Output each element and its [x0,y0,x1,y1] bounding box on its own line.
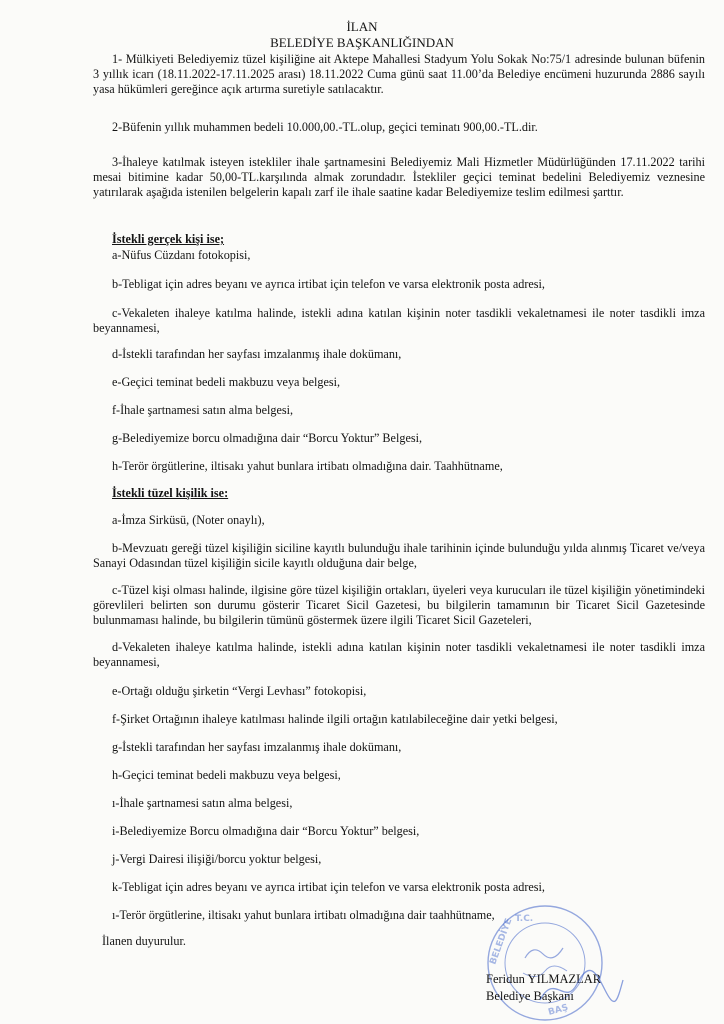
list-item: f-İhale şartnamesi satın alma belgesi, [112,403,294,417]
handwritten-signature-icon [535,962,625,1012]
svg-text:BELEDİYE: BELEDİYE [488,917,515,967]
section-heading-real-person: İstekli gerçek kişi ise; [112,232,225,246]
svg-text:T.C.: T.C. [515,914,534,924]
list-item: d-İstekli tarafından her sayfası imzalanmış ihale dokümanı, [112,347,402,361]
list-item: g-İstekli tarafından her sayfası imzalanmış ihale dokümanı, [112,740,402,754]
list-item: b-Mevzuatı gereği tüzel kişiliğin siciline kayıtlı bulunduğu ihale tarihinin içinde bulunduğu yılda alınmış Ticaret ve/veya Sanayi Odasından tüzel kişiliğin sicile kayıtlı olduğuna dair belge, [93,541,705,570]
list-item: i-Belediyemize Borcu olmadığına dair “Borcu Yoktur” belgesi, [112,824,420,838]
section-heading-legal-entity: İstekli tüzel kişilik ise: [112,486,229,500]
paragraph-3: 3-İhaleye katılmak isteyen istekliler ihale şartnamesini Belediyemiz Mali Hizmetler Müdürlüğünden 17.11.2022 tarihi mesai bitimine kadar 50,00-TL.karşılında almak zorundadır. İstekliler geçici teminat bedelini Belediyemiz veznesine yatırılarak aşağıda istenilen belgelerin kapalı zarf ile ihale saatine kadar Belediyemize teslim edilmesi şarttır. [93,155,705,199]
list-item: c-Tüzel kişi olması halinde, ilgisine göre tüzel kişiliğin ortakları, üyeleri veya kurucuları ile tüzel kişiliğin yönetimindeki görevlileri belirten son durumu gösterir Ticaret Sicil Gazetesi, bu bilgilerin tamamının bir Ticaret Sicil Gazetesinde bulunmaması halinde, bu bilgilerin tümünü göstermek üzere ilgili Ticaret Sicil Gazeteleri, [93,583,705,627]
list-item: g-Belediyemize borcu olmadığına dair “Borcu Yoktur” Belgesi, [112,431,423,445]
list-item: h-Geçici teminat bedeli makbuzu veya belgesi, [112,768,341,782]
list-item: j-Vergi Dairesi ilişiği/borcu yoktur belgesi, [112,852,322,866]
list-item: ı-Terör örgütlerine, iltisakı yahut bunlara irtibatı olmadığına dair taahhütname, [112,908,495,922]
paragraph-2: 2-Büfenin yıllık muhammen bedeli 10.000,00.-TL.olup, geçici teminatı 900,00.-TL.dir. [112,120,538,134]
list-item: c-Vekaleten ihaleye katılma halinde, istekli adına katılan kişinin noter tasdikli vekaletnamesi ile noter tasdikli imza beyannamesi, [93,306,705,335]
list-item: e-Ortağı olduğu şirketin “Vergi Levhası” fotokopisi, [112,684,367,698]
list-item: b-Tebligat için adres beyanı ve ayrıca irtibat için telefon ve varsa elektronik posta adresi, [112,277,545,291]
list-item: ı-İhale şartnamesi satın alma belgesi, [112,796,293,810]
list-item: f-Şirket Ortağının ihaleye katılması halinde ilgili ortağın katılabileceğine dair yetki belgesi, [112,712,558,726]
paragraph-1: 1- Mülkiyeti Belediyemiz tüzel kişiliğine ait Aktepe Mahallesi Stadyum Yolu Sokak No:75/1 adresinde bulunan büfenin 3 yıllık icarı (18.11.2022-17.11.2025 arası) 18.11.2022 Cuma günü saat 11.00’da Belediye encümeni huzurunda 2886 sayılı yasa hükümleri gereğince açık artırma suretiyle satılacaktır. [93,52,705,96]
signatory-role: Belediye Başkanı [486,989,574,1003]
list-item: k-Tebligat için adres beyanı ve ayrıca irtibat için telefon ve varsa elektronik posta adresi, [112,880,545,894]
closing-line: İlanen duyurulur. [102,934,186,948]
list-item: h-Terör örgütlerine, iltisakı yahut bunlara irtibatı olmadığına dair. Taahhütname, [112,459,503,473]
list-item: d-Vekaleten ihaleye katılma halinde, istekli adına katılan kişinin noter tasdikli vekaletnamesi ile noter tasdikli imza beyannamesi, [93,640,705,669]
list-item: a-Nüfus Cüzdanı fotokopisi, [112,248,251,262]
list-item: a-İmza Sirküsü, (Noter onaylı), [112,513,265,527]
list-item: e-Geçici teminat bedeli makbuzu veya belgesi, [112,375,341,389]
svg-text:BAŞ: BAŞ [547,1002,570,1018]
signatory-name: Feridun YILMAZLAR [486,972,602,986]
doc-subtitle: BELEDİYE BAŞKANLIĞINDAN [270,35,454,50]
doc-title: İLAN [346,19,378,34]
